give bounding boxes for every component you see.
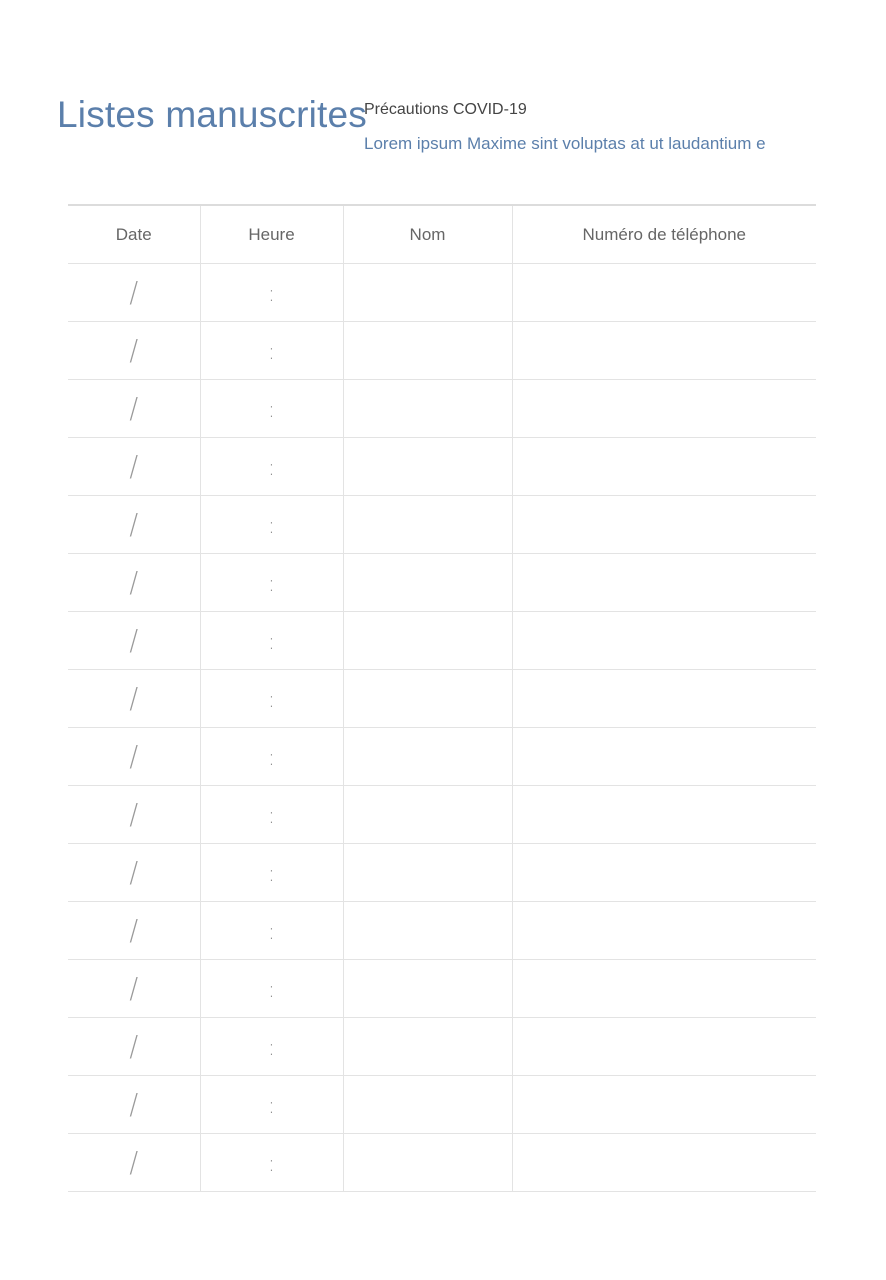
date-separator: / xyxy=(129,856,139,889)
date-separator: / xyxy=(129,1030,139,1063)
time-cell[interactable] xyxy=(200,496,343,554)
time-separator: : xyxy=(267,977,276,1003)
date-cell[interactable] xyxy=(68,728,200,786)
table-row xyxy=(68,380,816,438)
name-cell[interactable] xyxy=(343,380,512,438)
sign-in-sheet xyxy=(68,204,816,1192)
name-cell[interactable] xyxy=(343,786,512,844)
time-separator: : xyxy=(267,1035,276,1061)
column-header-phone: Numéro de téléphone xyxy=(512,205,816,264)
time-cell[interactable] xyxy=(200,844,343,902)
time-cell[interactable] xyxy=(200,438,343,496)
date-cell[interactable] xyxy=(68,264,200,322)
time-cell[interactable] xyxy=(200,670,343,728)
time-cell[interactable] xyxy=(200,612,343,670)
time-separator: : xyxy=(267,687,276,713)
date-cell[interactable] xyxy=(68,1018,200,1076)
phone-cell[interactable] xyxy=(512,902,816,960)
date-cell[interactable] xyxy=(68,554,200,612)
time-separator: : xyxy=(267,571,276,597)
date-separator: / xyxy=(129,624,139,657)
header-row xyxy=(68,205,816,264)
table-row xyxy=(68,786,816,844)
date-separator: / xyxy=(129,508,139,541)
time-separator: : xyxy=(267,629,276,655)
name-cell[interactable] xyxy=(343,1134,512,1192)
time-separator: : xyxy=(267,803,276,829)
date-separator: / xyxy=(129,334,139,367)
time-separator: : xyxy=(267,1093,276,1119)
column-header-name: Nom xyxy=(343,205,512,264)
phone-cell[interactable] xyxy=(512,728,816,786)
time-separator: : xyxy=(267,397,276,423)
table-row xyxy=(68,844,816,902)
phone-cell[interactable] xyxy=(512,322,816,380)
date-separator: / xyxy=(129,392,139,425)
date-cell[interactable] xyxy=(68,496,200,554)
date-separator: / xyxy=(129,1088,139,1121)
date-cell[interactable] xyxy=(68,670,200,728)
phone-cell[interactable] xyxy=(512,670,816,728)
date-cell[interactable] xyxy=(68,438,200,496)
phone-cell[interactable] xyxy=(512,1018,816,1076)
date-cell[interactable] xyxy=(68,960,200,1018)
page-subtitle: Précautions COVID-19 xyxy=(364,101,527,118)
name-cell[interactable] xyxy=(343,1076,512,1134)
phone-cell[interactable] xyxy=(512,438,816,496)
name-cell[interactable] xyxy=(343,1018,512,1076)
date-cell[interactable] xyxy=(68,786,200,844)
table-row xyxy=(68,960,816,1018)
time-separator: : xyxy=(267,339,276,365)
time-cell[interactable] xyxy=(200,322,343,380)
table-row xyxy=(68,612,816,670)
time-separator: : xyxy=(267,455,276,481)
table-row xyxy=(68,264,816,322)
phone-cell[interactable] xyxy=(512,1076,816,1134)
name-cell[interactable] xyxy=(343,322,512,380)
column-header-date: Date xyxy=(68,205,200,264)
date-separator: / xyxy=(129,972,139,1005)
phone-cell[interactable] xyxy=(512,380,816,438)
table-row xyxy=(68,554,816,612)
name-cell[interactable] xyxy=(343,496,512,554)
table-row xyxy=(68,1134,816,1192)
time-separator: : xyxy=(267,861,276,887)
name-cell[interactable] xyxy=(343,612,512,670)
time-cell[interactable] xyxy=(200,1076,343,1134)
time-separator: : xyxy=(267,281,276,307)
name-cell[interactable] xyxy=(343,438,512,496)
date-separator: / xyxy=(129,682,139,715)
date-separator: / xyxy=(129,914,139,947)
phone-cell[interactable] xyxy=(512,844,816,902)
table-row xyxy=(68,438,816,496)
name-cell[interactable] xyxy=(343,670,512,728)
name-cell[interactable] xyxy=(343,844,512,902)
name-cell[interactable] xyxy=(343,960,512,1018)
phone-cell[interactable] xyxy=(512,554,816,612)
date-cell[interactable] xyxy=(68,1076,200,1134)
date-cell[interactable] xyxy=(68,322,200,380)
date-cell[interactable] xyxy=(68,380,200,438)
date-cell[interactable] xyxy=(68,844,200,902)
time-cell[interactable] xyxy=(200,1018,343,1076)
phone-cell[interactable] xyxy=(512,612,816,670)
table-row xyxy=(68,322,816,380)
time-separator: : xyxy=(267,919,276,945)
time-cell[interactable] xyxy=(200,264,343,322)
phone-cell[interactable] xyxy=(512,960,816,1018)
date-separator: / xyxy=(129,566,139,599)
time-separator: : xyxy=(267,513,276,539)
phone-cell[interactable] xyxy=(512,264,816,322)
date-cell[interactable] xyxy=(68,1134,200,1192)
table-row xyxy=(68,1076,816,1134)
date-cell[interactable] xyxy=(68,902,200,960)
phone-cell[interactable] xyxy=(512,496,816,554)
table-row xyxy=(68,902,816,960)
date-separator: / xyxy=(129,798,139,831)
table-row xyxy=(68,670,816,728)
table-row xyxy=(68,728,816,786)
time-cell[interactable] xyxy=(200,902,343,960)
date-separator: / xyxy=(129,276,139,309)
time-cell[interactable] xyxy=(200,1134,343,1192)
column-header-time: Heure xyxy=(200,205,343,264)
name-cell[interactable] xyxy=(343,554,512,612)
table-row xyxy=(68,496,816,554)
date-separator: / xyxy=(129,450,139,483)
name-cell[interactable] xyxy=(343,264,512,322)
time-cell[interactable] xyxy=(200,960,343,1018)
phone-cell[interactable] xyxy=(512,1134,816,1192)
time-separator: : xyxy=(267,1151,276,1177)
date-separator: / xyxy=(129,740,139,773)
time-cell[interactable] xyxy=(200,554,343,612)
name-cell[interactable] xyxy=(343,902,512,960)
time-cell[interactable] xyxy=(200,380,343,438)
page-title: Listes manuscrites xyxy=(57,94,367,135)
table-row xyxy=(68,1018,816,1076)
time-separator: : xyxy=(267,745,276,771)
page-description: Lorem ipsum Maxime sint voluptas at ut laudantium e xyxy=(364,134,766,153)
time-cell[interactable] xyxy=(200,728,343,786)
name-cell[interactable] xyxy=(343,728,512,786)
time-cell[interactable] xyxy=(200,786,343,844)
date-cell[interactable] xyxy=(68,612,200,670)
date-separator: / xyxy=(129,1146,139,1179)
phone-cell[interactable] xyxy=(512,786,816,844)
